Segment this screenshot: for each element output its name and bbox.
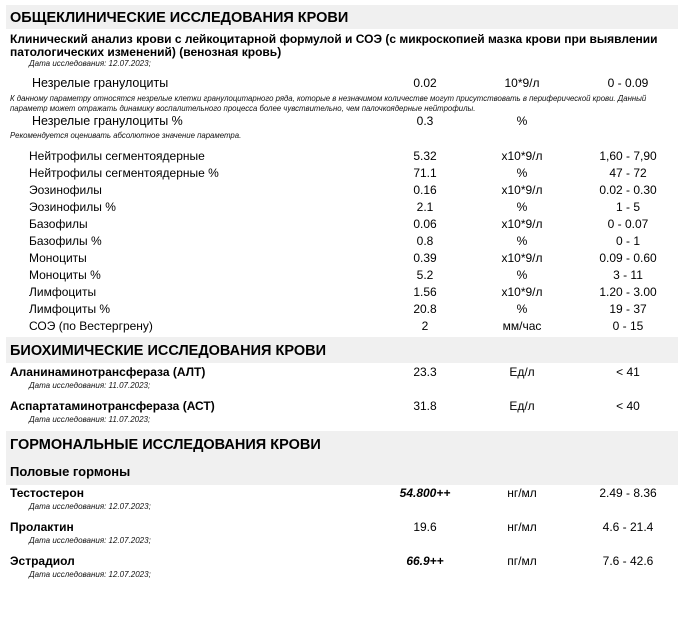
param-value: 2 <box>421 319 429 333</box>
param-unit: x10*9/л <box>501 183 543 197</box>
param-note: К данному параметру относятся незрелые клетки гранулоцитарного ряда, которые в незначимом количестве могут присутствовать в периферической крови. Данный параметр может отражать динамику воспалительного процесса более чувствительно, чем палочкоядерные нейтрофилы. <box>10 94 647 113</box>
param-unit: % <box>516 166 528 180</box>
test-date: Дата исследования: 12.07.2023; <box>29 536 151 545</box>
param-note: Рекомендуется оценивать абсолютное значение параметра. <box>10 131 242 140</box>
param-name: Незрелые гранулоциты <box>32 76 169 90</box>
result-row <box>0 149 682 165</box>
param-unit: x10*9/л <box>501 149 543 163</box>
param-name: Моноциты % <box>29 268 101 282</box>
param-range: 0 - 1 <box>615 234 640 248</box>
param-name: Лимфоциты % <box>29 302 111 316</box>
param-unit: пг/мл <box>507 554 537 568</box>
param-unit: нг/мл <box>507 520 537 534</box>
param-range: 7.6 - 42.6 <box>602 554 654 568</box>
param-name: Аланинаминотрансфераза (АЛТ) <box>10 365 206 379</box>
param-range: 2.49 - 8.36 <box>599 486 657 500</box>
param-range: 19 - 37 <box>609 302 647 316</box>
section-title-hormones: ГОРМОНАЛЬНЫЕ ИССЛЕДОВАНИЯ КРОВИ <box>10 437 321 453</box>
param-value-flagged: 66.9++ <box>406 554 444 568</box>
param-name: Лимфоциты <box>29 285 97 299</box>
param-value: 0.06 <box>413 217 437 231</box>
param-value: 1.56 <box>413 285 437 299</box>
result-row <box>0 76 682 92</box>
test-date: Дата исследования: 12.07.2023; <box>29 570 151 579</box>
param-name: Эстрадиол <box>10 554 75 568</box>
param-range: 3 - 11 <box>613 268 643 282</box>
result-row <box>0 183 682 199</box>
param-range: 1.20 - 3.00 <box>599 285 657 299</box>
subsection-title-sex-hormones: Половые гормоны <box>10 464 131 479</box>
param-unit: 10*9/л <box>504 76 540 90</box>
param-range: 0.02 - 0.30 <box>599 183 657 197</box>
param-unit: % <box>516 200 528 214</box>
param-unit: нг/мл <box>507 486 537 500</box>
test-date: Дата исследования: 11.07.2023; <box>29 415 151 424</box>
result-row <box>0 486 682 502</box>
param-unit: мм/час <box>502 319 542 333</box>
param-name: Эозинофилы % <box>29 200 116 214</box>
param-value: 0.02 <box>413 76 437 90</box>
result-row <box>0 268 682 284</box>
param-unit: x10*9/л <box>501 217 543 231</box>
result-row <box>0 399 682 415</box>
param-unit: % <box>516 234 528 248</box>
result-row <box>0 554 682 570</box>
section-title-general: ОБЩЕКЛИНИЧЕСКИЕ ИССЛЕДОВАНИЯ КРОВИ <box>10 10 349 26</box>
param-value: 19.6 <box>413 520 437 534</box>
result-row <box>0 365 682 381</box>
param-name: Нейтрофилы сегментоядерные % <box>29 166 219 180</box>
result-row <box>0 285 682 301</box>
param-value: 0.16 <box>413 183 437 197</box>
param-range: 0.09 - 0.60 <box>599 251 657 265</box>
param-value: 5.2 <box>416 268 434 282</box>
param-name: Незрелые гранулоциты % <box>32 114 183 128</box>
param-name: Аспартатаминотрансфераза (АСТ) <box>10 399 215 413</box>
param-value: 71.1 <box>413 166 437 180</box>
param-value-flagged: 54.800++ <box>399 486 451 500</box>
param-range: < 41 <box>616 365 640 379</box>
result-row <box>0 114 682 130</box>
test-date: Дата исследования: 11.07.2023; <box>29 381 151 390</box>
param-value: 31.8 <box>413 399 437 413</box>
param-value: 0.3 <box>416 114 434 128</box>
param-unit: % <box>516 302 528 316</box>
test-date: Дата исследования: 12.07.2023; <box>29 59 151 68</box>
result-row <box>0 319 682 335</box>
param-name: СОЭ (по Вестергрену) <box>29 319 153 333</box>
test-title-cbc: Клинический анализ крови с лейкоцитарной формулой и СОЭ (с микроскопией мазка крови при выявлении патологических изменений) (венозная кровь) <box>10 32 658 59</box>
result-row <box>0 251 682 267</box>
param-name: Базофилы % <box>29 234 102 248</box>
param-name: Тестостерон <box>10 486 84 500</box>
param-unit: x10*9/л <box>501 285 543 299</box>
param-value: 0.39 <box>413 251 437 265</box>
param-name: Моноциты <box>29 251 87 265</box>
param-range: 0 - 0.09 <box>607 76 649 90</box>
param-name: Эозинофилы <box>29 183 102 197</box>
param-range: 47 - 72 <box>609 166 647 180</box>
param-value: 0.8 <box>416 234 434 248</box>
result-row <box>0 217 682 233</box>
param-range: 1 - 5 <box>615 200 640 214</box>
param-range: < 40 <box>616 399 640 413</box>
param-unit: x10*9/л <box>501 251 543 265</box>
test-date: Дата исследования: 12.07.2023; <box>29 502 151 511</box>
param-name: Базофилы <box>29 217 88 231</box>
param-value: 20.8 <box>413 302 437 316</box>
section-title-biochem: БИОХИМИЧЕСКИЕ ИССЛЕДОВАНИЯ КРОВИ <box>10 343 326 359</box>
result-row <box>0 200 682 216</box>
param-name: Пролактин <box>10 520 74 534</box>
param-range: 4.6 - 21.4 <box>602 520 654 534</box>
param-value: 23.3 <box>413 365 437 379</box>
result-row <box>0 302 682 318</box>
param-unit: % <box>516 268 528 282</box>
result-row <box>0 520 682 536</box>
param-unit: Ед/л <box>509 365 535 379</box>
param-unit: Ед/л <box>509 399 535 413</box>
param-name: Нейтрофилы сегментоядерные <box>29 149 205 163</box>
param-range: 1,60 - 7,90 <box>599 149 657 163</box>
param-unit: % <box>516 114 528 128</box>
result-row <box>0 234 682 250</box>
param-value: 5.32 <box>413 149 437 163</box>
result-row <box>0 166 682 182</box>
param-range: 0 - 0.07 <box>607 217 649 231</box>
param-range: 0 - 15 <box>612 319 644 333</box>
param-value: 2.1 <box>416 200 434 214</box>
